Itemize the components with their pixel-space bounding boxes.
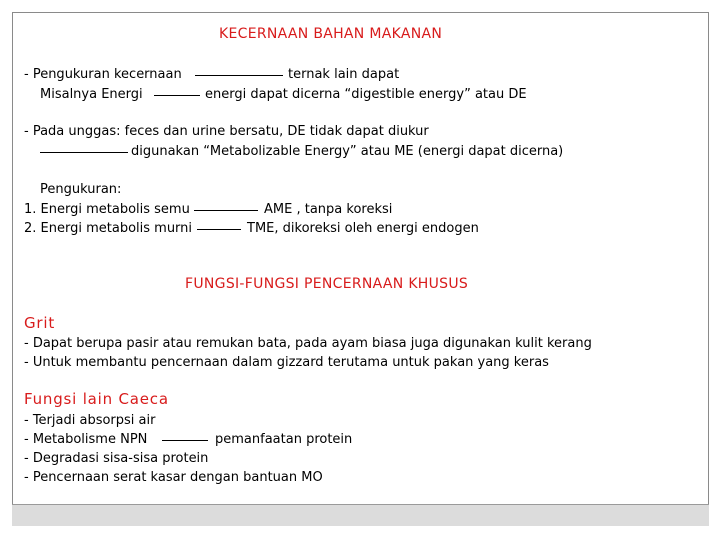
pengukuran-item2-value: TME, dikoreksi oleh energi endogen — [247, 221, 479, 236]
block1-line1-end: ternak lain dapat — [288, 67, 400, 82]
grit-item: - Untuk membantu pencernaan dalam gizzard terutama untuk pakan yang keras — [24, 355, 549, 370]
arrow-line — [40, 152, 128, 153]
block1-line2-end: energi dapat dicerna “digestible energy” atau DE — [205, 87, 527, 102]
pengukuran-heading: Pengukuran: — [40, 182, 122, 197]
pengukuran-item1-value: AME , tanpa koreksi — [264, 202, 393, 217]
caeca-item: - Terjadi absorpsi air — [24, 413, 156, 428]
page-title: KECERNAAN BAHAN MAKANAN — [219, 26, 443, 42]
caeca-heading: Fungsi lain Caeca — [24, 390, 169, 408]
arrow-line — [195, 75, 283, 76]
pengukuran-item2-label: 2. Energi metabolis murni — [24, 221, 193, 236]
arrow-line — [197, 229, 241, 230]
block1-line1-start: - Pengukuran kecernaan — [24, 67, 182, 82]
block1-line2-start: Misalnya Energi — [40, 87, 143, 102]
caeca-item: - Metabolisme NPN — [24, 432, 148, 447]
slide-footer-bar — [12, 504, 709, 526]
block2-line1: - Pada unggas: feces dan urine bersatu, DE tidak dapat diukur — [24, 124, 429, 139]
grit-item: - Dapat berupa pasir atau remukan bata, pada ayam biasa juga digunakan kulit kerang — [24, 336, 592, 351]
caeca-item: - Degradasi sisa-sisa protein — [24, 451, 209, 466]
caeca-item: - Pencernaan serat kasar dengan bantuan MO — [24, 470, 323, 485]
caeca-item-result: pemanfaatan protein — [215, 432, 353, 447]
section-title: FUNGSI-FUNGSI PENCERNAAN KHUSUS — [185, 276, 469, 292]
arrow-line — [154, 95, 200, 96]
block2-line2: digunakan “Metabolizable Energy” atau ME (energi dapat dicerna) — [131, 144, 564, 159]
grit-heading: Grit — [24, 314, 56, 332]
arrow-line — [162, 440, 208, 441]
arrow-line — [194, 210, 258, 211]
pengukuran-item1-label: 1. Energi metabolis semu — [24, 202, 190, 217]
